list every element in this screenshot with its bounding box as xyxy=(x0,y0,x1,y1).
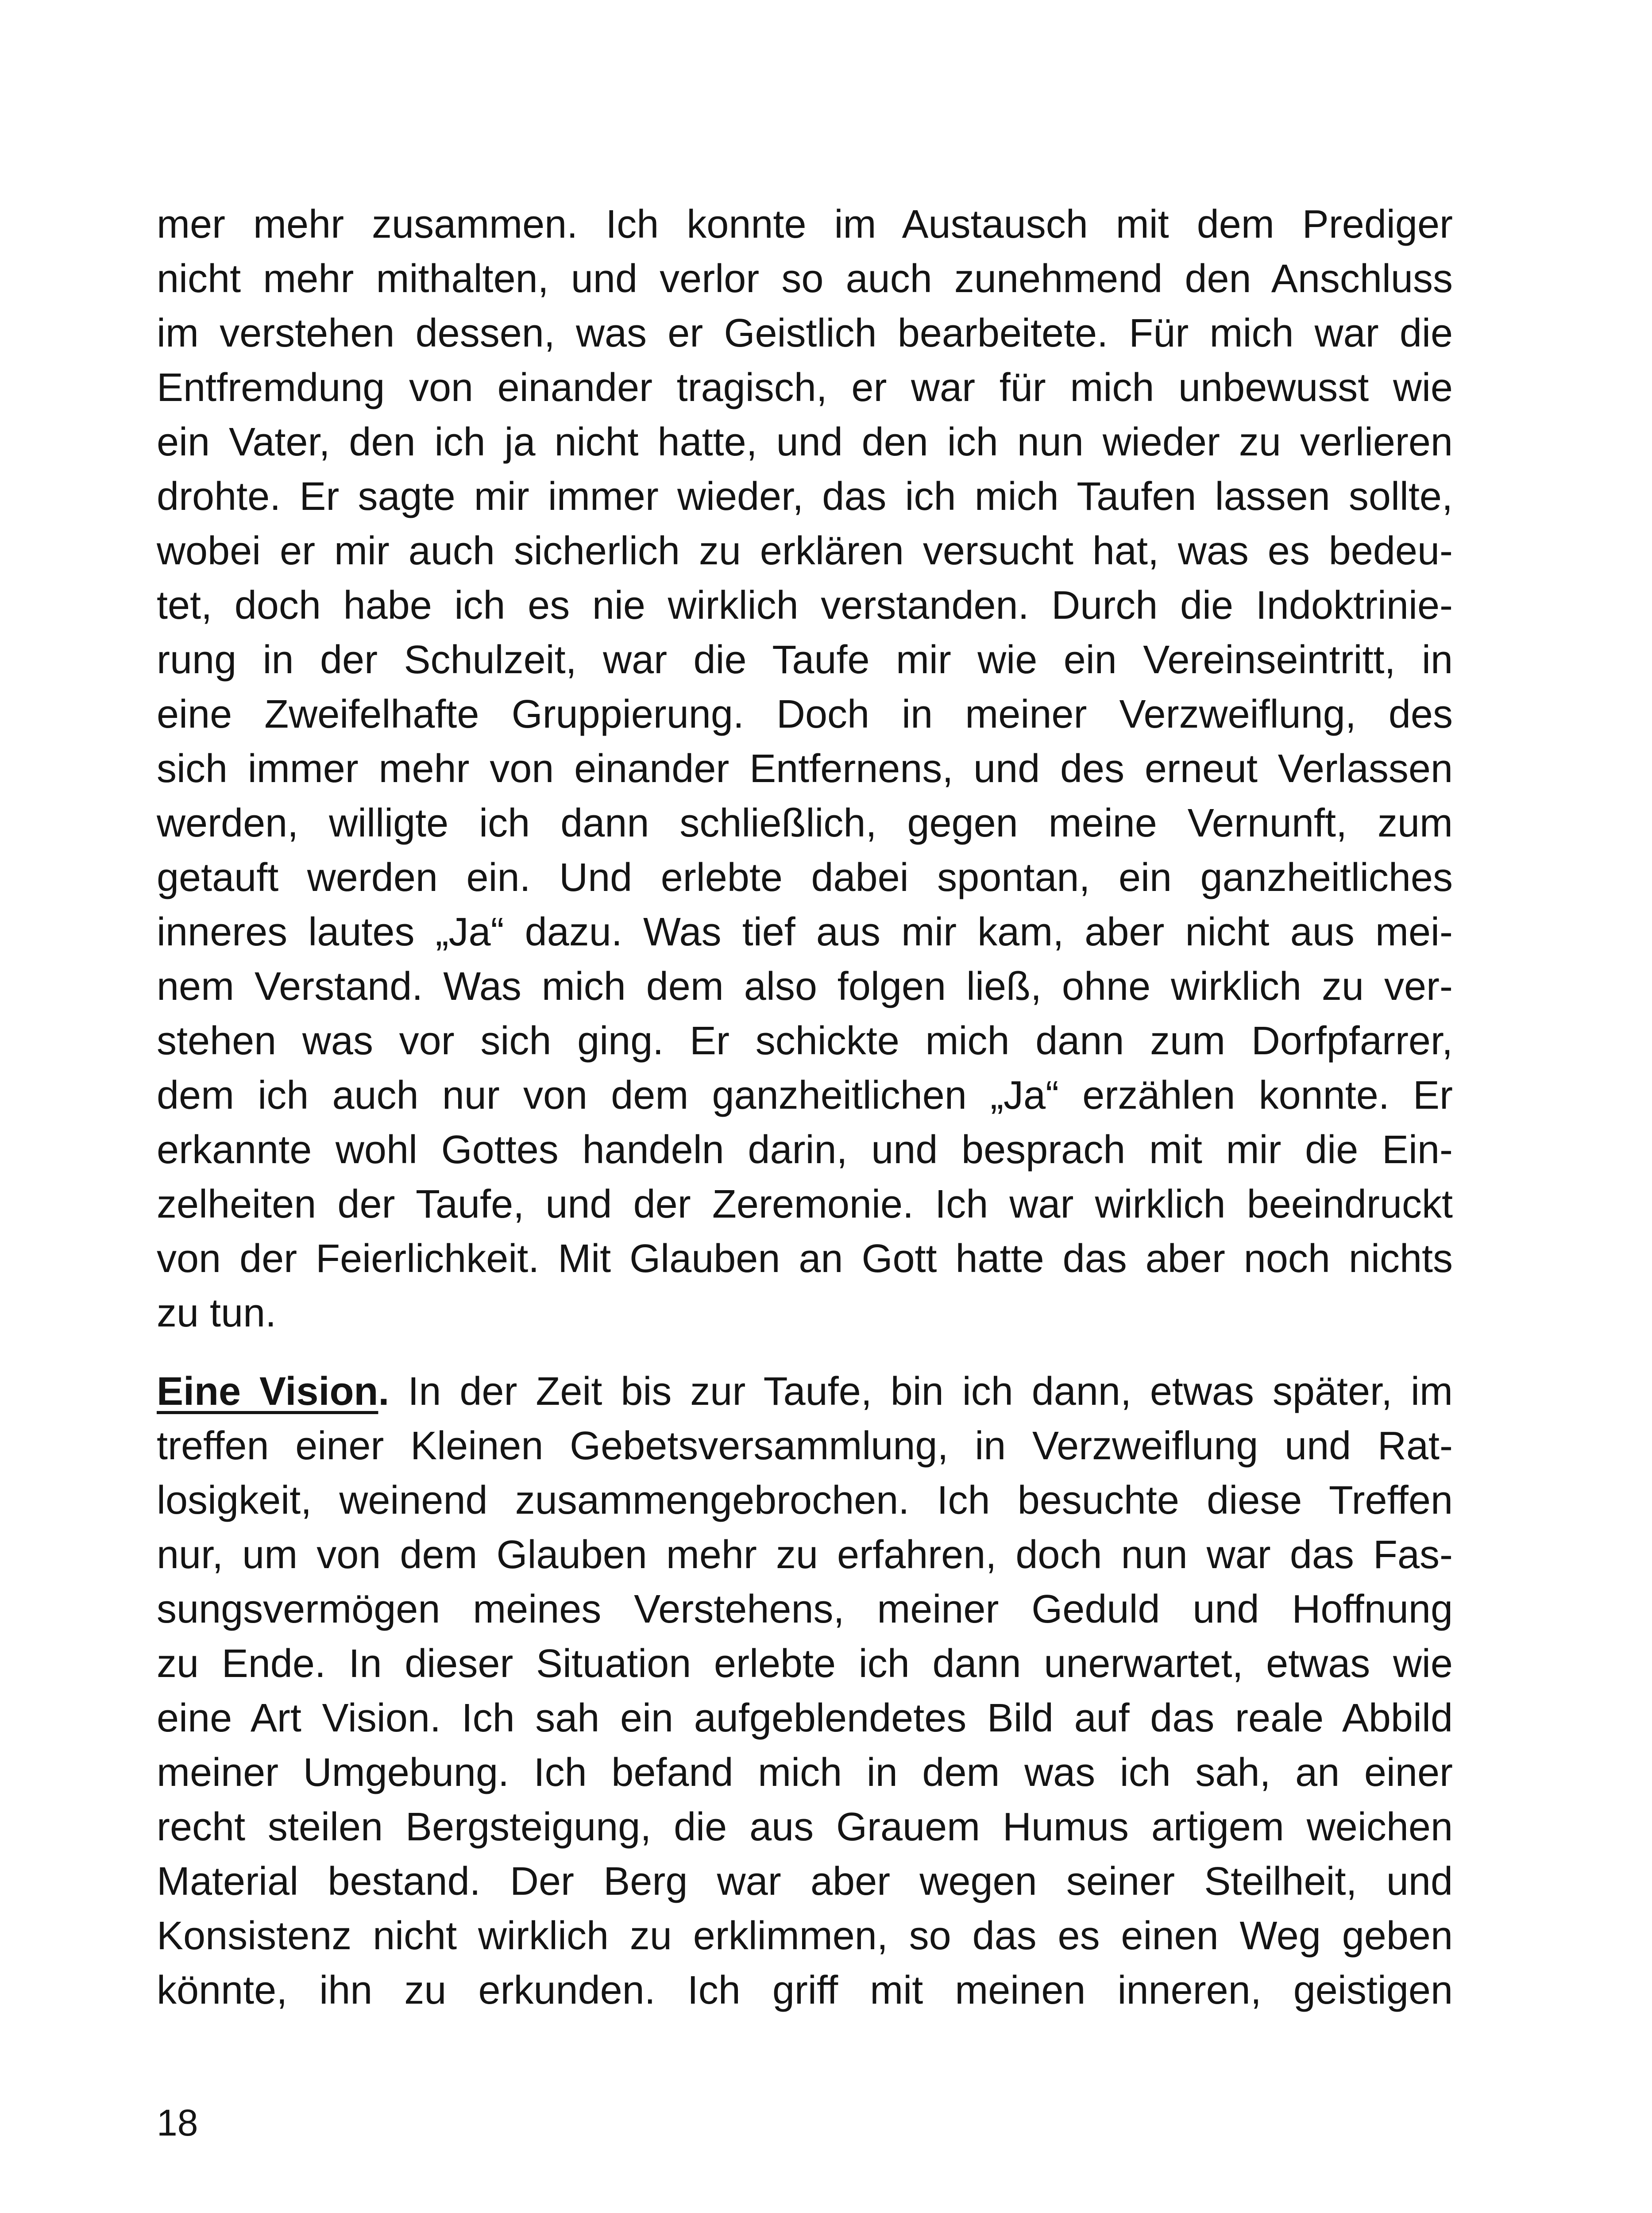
text-line: sich immer mehr von einander Entfernens, und des erneut Verlassen xyxy=(157,747,1453,791)
paragraph-vision xyxy=(157,1365,1453,2018)
text-line: mer mehr zusammen. Ich konnte im Austausch mit dem Prediger xyxy=(157,202,1453,247)
paragraph xyxy=(157,197,1453,1341)
text-line: recht steilen Bergsteigung, die aus Grauem Humus artigem weichen xyxy=(157,1805,1453,1849)
text-line: getauft werden ein. Und erlebte dabei spontan, ein ganzheitliches xyxy=(157,856,1453,900)
text-line: treffen einer Kleinen Gebetsversammlung, in Verzweiflung und Rat- xyxy=(157,1424,1453,1468)
text-line: zelheiten der Taufe, und der Zeremonie. Ich war wirklich beeindruckt xyxy=(157,1182,1453,1226)
text-line: eine Zweifelhafte Gruppierung. Doch in meiner Verzweiflung, des xyxy=(157,692,1453,736)
text-line: rung in der Schulzeit, war die Taufe mir wie ein Vereinseintritt, in xyxy=(157,638,1453,682)
text-line: Konsistenz nicht wirklich zu erklimmen, so das es einen Weg geben xyxy=(157,1914,1453,1958)
body-text xyxy=(157,197,1453,2018)
text-line: Entfremdung von einander tragisch, er war für mich unbewusst wie xyxy=(157,366,1453,410)
text-line: nicht mehr mithalten, und verlor so auch zunehmend den Anschluss xyxy=(157,257,1453,301)
text-line: wobei er mir auch sicherlich zu erklären versucht hat, was es bedeu- xyxy=(157,529,1453,573)
text-line: sungsvermögen meines Verstehens, meiner Geduld und Hoffnung xyxy=(157,1587,1453,1631)
section-heading: Eine Vision xyxy=(157,1369,378,1414)
section-heading-punctuation: . xyxy=(378,1369,390,1414)
text-line: von der Feierlichkeit. Mit Glauben an Gott hatte das aber noch nichts xyxy=(157,1237,1453,1281)
text-line: werden, willigte ich dann schließlich, gegen meine Vernunft, zum xyxy=(157,801,1453,845)
text-line: Material bestand. Der Berg war aber wegen seiner Steilheit, und xyxy=(157,1859,1453,1904)
text-line: drohte. Er sagte mir immer wieder, das ich mich Taufen lassen sollte, xyxy=(157,474,1453,519)
text-line: könnte, ihn zu erkunden. Ich griff mit meinen inneren, geistigen xyxy=(157,1968,1453,2013)
text-line: nem Verstand. Was mich dem also folgen ließ, ohne wirklich zu ver- xyxy=(157,964,1453,1009)
text-line: im verstehen dessen, was er Geistlich bearbeitete. Für mich war die xyxy=(157,311,1453,355)
text-line: eine Art Vision. Ich sah ein aufgeblendetes Bild auf das reale Abbild xyxy=(157,1696,1453,1740)
text-line: inneres lautes „Ja“ dazu. Was tief aus mir kam, aber nicht aus mei- xyxy=(157,910,1453,954)
text-line: ein Vater, den ich ja nicht hatte, und den ich nun wieder zu verlieren xyxy=(157,420,1453,464)
text-line: losigkeit, weinend zusammengebrochen. Ich besuchte diese Treffen xyxy=(157,1478,1453,1523)
text-line: tet, doch habe ich es nie wirklich verstanden. Durch die Indoktrinie- xyxy=(157,583,1453,628)
text-line-rest: In der Zeit bis zur Taufe, bin ich dann, etwas später, im xyxy=(408,1369,1453,1414)
text-line: zu Ende. In dieser Situation erlebte ich dann unerwartet, etwas wie xyxy=(157,1642,1453,1686)
page-number: 18 xyxy=(157,2102,198,2144)
text-line xyxy=(157,1365,1453,1419)
text-line: meiner Umgebung. Ich befand mich in dem was ich sah, an einer xyxy=(157,1750,1453,1795)
text-line: erkannte wohl Gottes handeln darin, und besprach mit mir die Ein- xyxy=(157,1128,1453,1172)
text-line: stehen was vor sich ging. Er schickte mich dann zum Dorfpfarrer, xyxy=(157,1019,1453,1063)
text-line: dem ich auch nur von dem ganzheitlichen „Ja“ erzählen konnte. Er xyxy=(157,1073,1453,1118)
text-line: zu tun. xyxy=(157,1291,277,1335)
text-line: nur, um von dem Glauben mehr zu erfahren, doch nun war das Fas- xyxy=(157,1533,1453,1577)
